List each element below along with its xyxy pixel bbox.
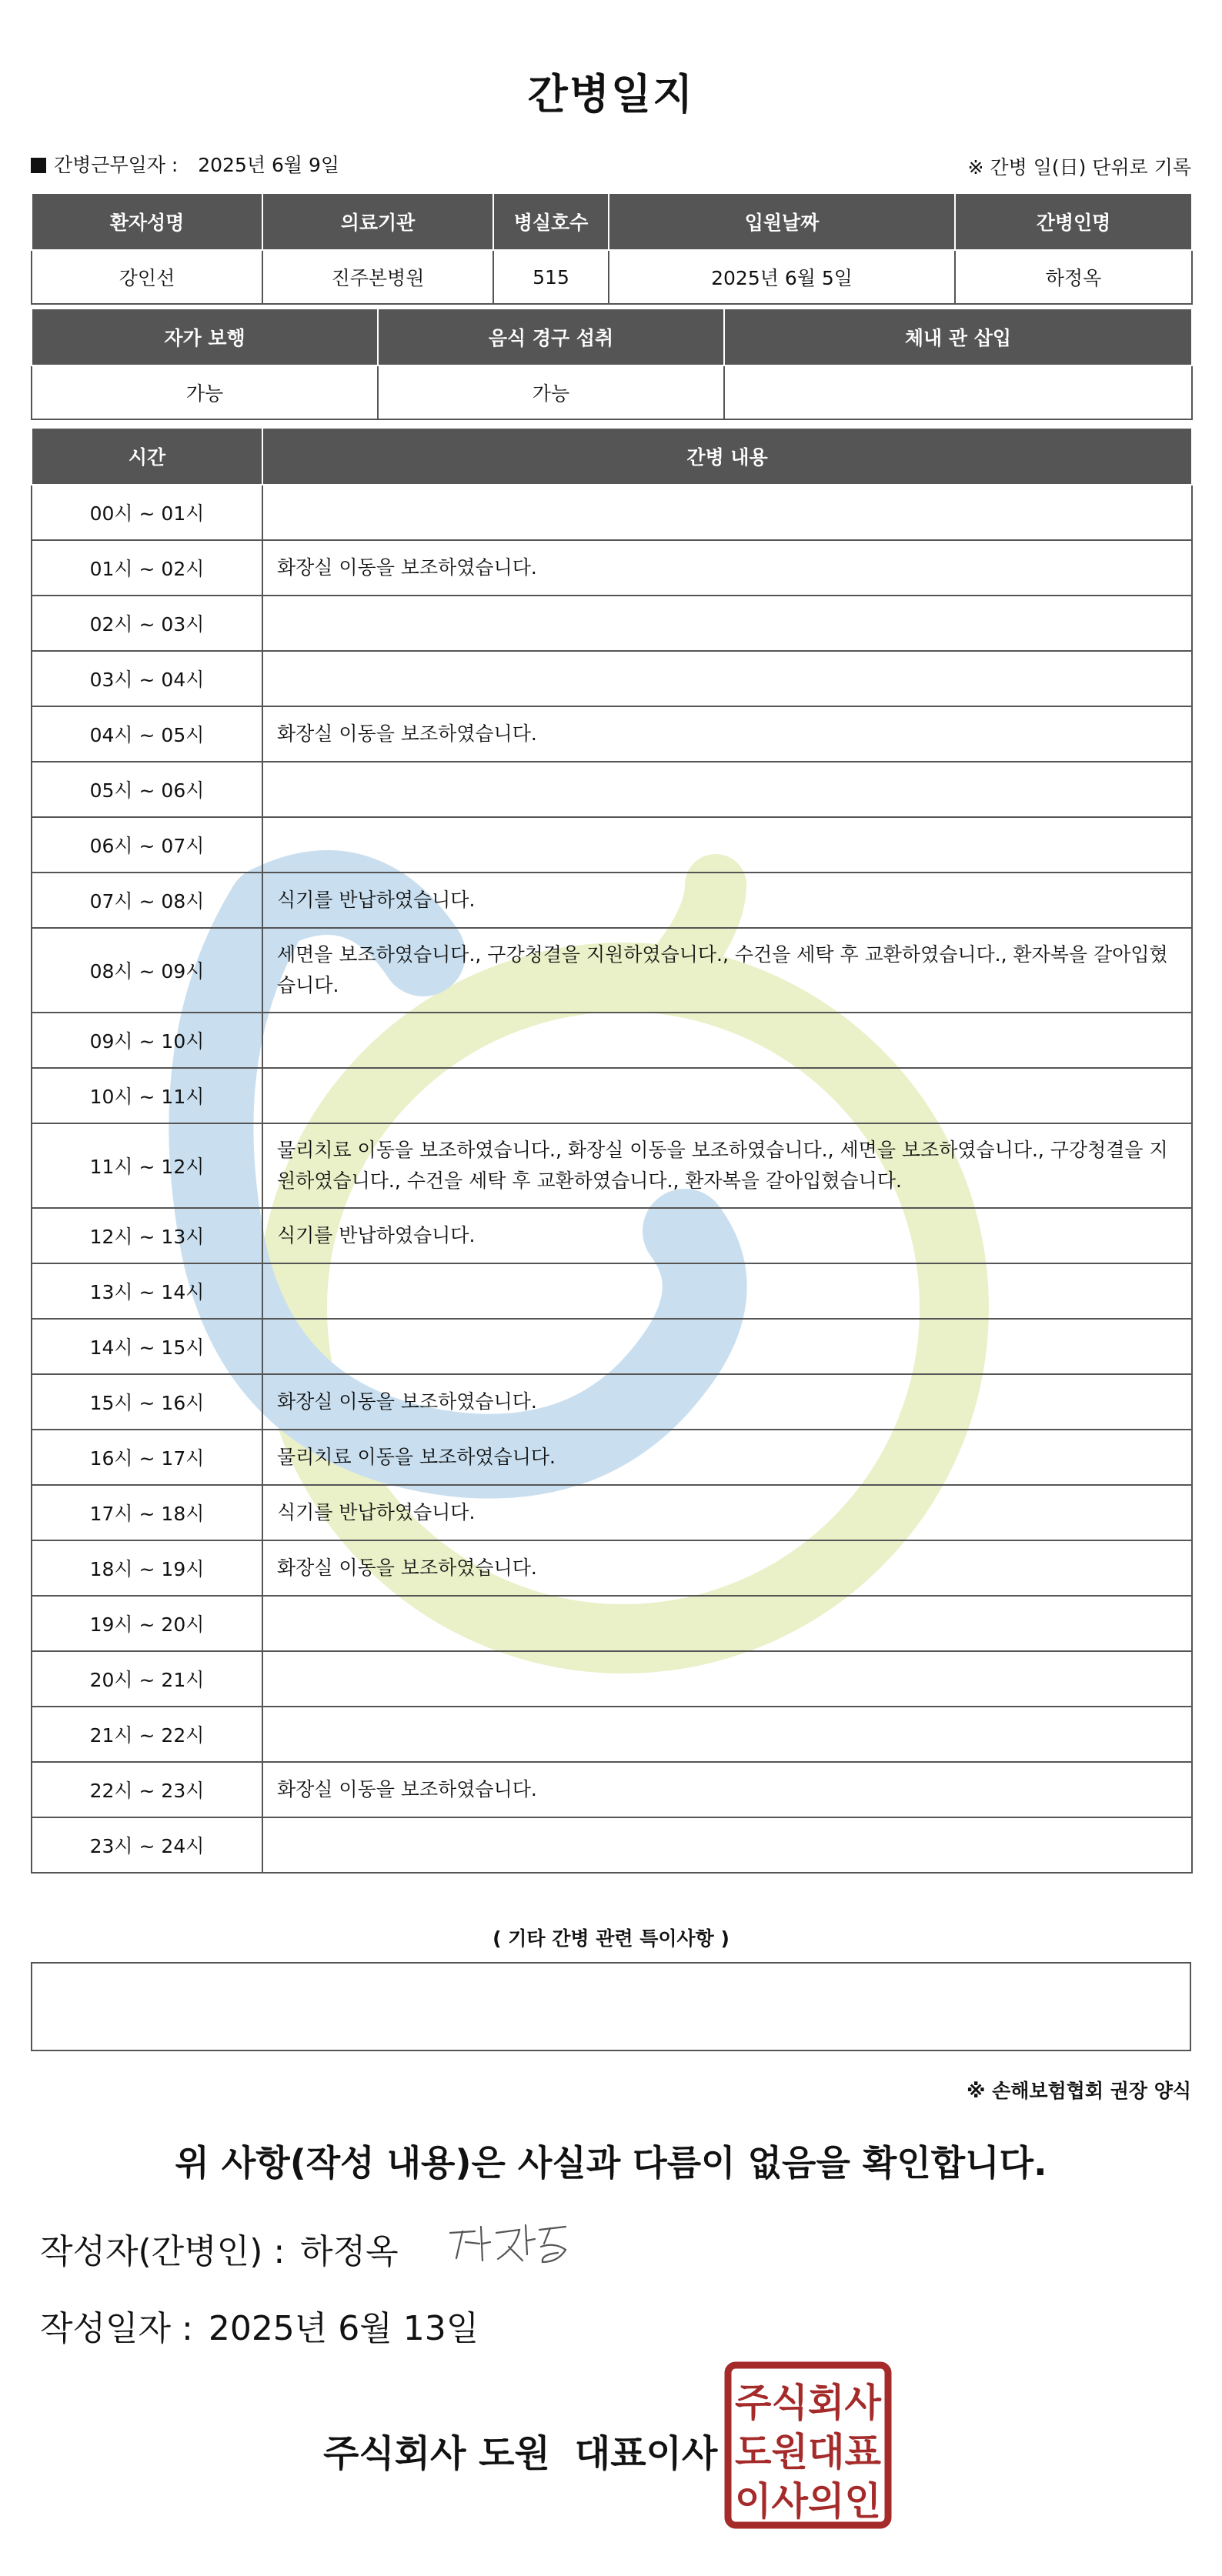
time-slot: 01시 ~ 02시 xyxy=(32,540,262,596)
table-row xyxy=(32,1123,1192,1208)
table-row xyxy=(32,596,1192,651)
table-row xyxy=(32,1817,1192,1873)
patient-condition-table xyxy=(31,308,1193,420)
care-note: 화장실 이동을 보조하였습니다. xyxy=(262,540,1192,596)
table-row xyxy=(32,1319,1192,1374)
header-room-number: 병실호수 xyxy=(493,193,609,250)
document-title: 간병일지 xyxy=(527,70,695,118)
table-row xyxy=(32,762,1192,817)
table-row xyxy=(32,1374,1192,1430)
table-row xyxy=(32,817,1192,873)
write-date-value: 2025년 6월 13일 xyxy=(208,2309,479,2348)
time-slot: 19시 ~ 20시 xyxy=(32,1596,262,1651)
company-representative: 대표이사 xyxy=(574,2432,718,2475)
time-slot: 23시 ~ 24시 xyxy=(32,1817,262,1873)
table-row xyxy=(32,485,1192,540)
time-slot: 06시 ~ 07시 xyxy=(32,817,262,873)
header-hospital: 의료기관 xyxy=(262,193,493,250)
record-unit-note: ※ 간병 일(日) 단위로 기록 xyxy=(967,156,1191,179)
care-note xyxy=(262,485,1192,540)
square-bullet-icon xyxy=(31,158,46,173)
time-slot: 04시 ~ 05시 xyxy=(32,706,262,762)
time-slot: 20시 ~ 21시 xyxy=(32,1651,262,1707)
header-caregiver-name: 간병인명 xyxy=(955,193,1192,250)
log-header-row xyxy=(32,428,1192,485)
write-date-label: 작성일자 : xyxy=(40,2309,193,2348)
work-date-label: 간병근무일자 xyxy=(54,154,165,176)
writer-label: 작성자(간병인) : xyxy=(40,2232,285,2271)
time-slot: 12시 ~ 13시 xyxy=(32,1208,262,1263)
time-slot: 21시 ~ 22시 xyxy=(32,1707,262,1762)
time-slot: 16시 ~ 17시 xyxy=(32,1430,262,1485)
table-row xyxy=(32,1263,1192,1319)
care-note xyxy=(262,1319,1192,1374)
admission-date-value: 2025년 6월 5일 xyxy=(609,250,955,304)
header-patient-name: 환자성명 xyxy=(32,193,262,250)
table-row xyxy=(32,1651,1192,1707)
tube-insertion-value xyxy=(724,365,1192,419)
header-admission-date: 입원날짜 xyxy=(609,193,955,250)
time-slot: 08시 ~ 09시 xyxy=(32,928,262,1013)
table-row xyxy=(32,1485,1192,1540)
writer-name: 하정옥 xyxy=(300,2232,399,2271)
care-note: 화장실 이동을 보조하였습니다. xyxy=(262,1540,1192,1596)
time-slot: 05시 ~ 06시 xyxy=(32,762,262,817)
time-slot: 09시 ~ 10시 xyxy=(32,1013,262,1068)
other-notes-box xyxy=(31,1962,1191,2051)
time-slot: 17시 ~ 18시 xyxy=(32,1485,262,1540)
care-note xyxy=(262,1707,1192,1762)
room-number-value: 515 xyxy=(493,250,609,304)
work-date-line xyxy=(31,150,339,178)
care-note: 물리치료 이동을 보조하였습니다. xyxy=(262,1430,1192,1485)
care-note xyxy=(262,817,1192,873)
writer-line xyxy=(40,2224,399,2273)
condition-value-row xyxy=(32,365,1192,419)
care-note: 식기를 반납하였습니다. xyxy=(262,873,1192,928)
table-row xyxy=(32,706,1192,762)
header-time: 시간 xyxy=(32,428,262,485)
care-note xyxy=(262,1068,1192,1123)
care-note xyxy=(262,1817,1192,1873)
work-date-separator: : xyxy=(171,154,179,176)
table-row xyxy=(32,651,1192,706)
care-note: 식기를 반납하였습니다. xyxy=(262,1208,1192,1263)
table-row xyxy=(32,1596,1192,1651)
table-row xyxy=(32,1430,1192,1485)
care-note xyxy=(262,762,1192,817)
care-note xyxy=(262,1263,1192,1319)
patient-header-row xyxy=(32,193,1192,250)
time-slot: 22시 ~ 23시 xyxy=(32,1762,262,1817)
time-slot: 03시 ~ 04시 xyxy=(32,651,262,706)
time-slot: 11시 ~ 12시 xyxy=(32,1123,262,1208)
time-slot: 13시 ~ 14시 xyxy=(32,1263,262,1319)
recommended-form-note: ※ 손해보험협회 권장 양식 xyxy=(967,2080,1191,2102)
condition-header-row xyxy=(32,309,1192,365)
care-note: 세면을 보조하였습니다., 구강청결을 지원하였습니다., 수건을 세탁 후 교환하였습니다., 환자복을 갈아입혔습니다. xyxy=(262,928,1192,1013)
table-row xyxy=(32,540,1192,596)
care-note xyxy=(262,1651,1192,1707)
hourly-care-log-table xyxy=(31,427,1193,1874)
work-date-value: 2025년 6월 9일 xyxy=(198,154,340,176)
table-row xyxy=(32,1707,1192,1762)
time-slot: 18시 ~ 19시 xyxy=(32,1540,262,1596)
table-row xyxy=(32,1540,1192,1596)
log-body xyxy=(32,485,1192,1873)
care-note xyxy=(262,1013,1192,1068)
care-note xyxy=(262,596,1192,651)
time-slot: 07시 ~ 08시 xyxy=(32,873,262,928)
confirmation-statement: 위 사항(작성 내용)은 사실과 다름이 없음을 확인합니다. xyxy=(175,2142,1047,2184)
company-name: 주식회사 도원 xyxy=(323,2432,550,2475)
table-row xyxy=(32,1068,1192,1123)
care-note: 물리치료 이동을 보조하였습니다., 화장실 이동을 보조하였습니다., 세면을 보조하였습니다., 구강청결을 지원하였습니다., 수건을 세탁 후 교환하였습니다., 환자복을 갈아입혔습니다. xyxy=(262,1123,1192,1208)
write-date-line xyxy=(40,2301,479,2350)
self-walking-value: 가능 xyxy=(32,365,378,419)
table-row xyxy=(32,1013,1192,1068)
time-slot: 10시 ~ 11시 xyxy=(32,1068,262,1123)
care-note: 화장실 이동을 보조하였습니다. xyxy=(262,706,1192,762)
caregiver-name-value: 하정옥 xyxy=(955,250,1192,304)
handwritten-signature xyxy=(442,2216,581,2270)
header-self-walking: 자가 보행 xyxy=(32,309,378,365)
header-care-content: 간병 내용 xyxy=(262,428,1192,485)
hospital-value: 진주본병원 xyxy=(262,250,493,304)
patient-info-table xyxy=(31,192,1193,305)
other-notes-title: ( 기타 간병 관련 특이사항 ) xyxy=(492,1927,730,1950)
time-slot: 15시 ~ 16시 xyxy=(32,1374,262,1430)
svg-text:이사의인: 이사의인 xyxy=(735,2479,881,2524)
table-row xyxy=(32,873,1192,928)
company-seal-stamp xyxy=(723,2361,893,2530)
svg-text:도원대표: 도원대표 xyxy=(735,2430,882,2474)
time-slot: 14시 ~ 15시 xyxy=(32,1319,262,1374)
header-tube-insertion: 체내 관 삽입 xyxy=(724,309,1192,365)
company-signature-line xyxy=(323,2424,717,2477)
care-note xyxy=(262,1596,1192,1651)
care-note: 화장실 이동을 보조하였습니다. xyxy=(262,1374,1192,1430)
table-row xyxy=(32,1208,1192,1263)
table-row xyxy=(32,1762,1192,1817)
time-slot: 02시 ~ 03시 xyxy=(32,596,262,651)
svg-text:주식회사: 주식회사 xyxy=(735,2381,882,2425)
patient-value-row xyxy=(32,250,1192,304)
care-note: 식기를 반납하였습니다. xyxy=(262,1485,1192,1540)
care-note: 화장실 이동을 보조하였습니다. xyxy=(262,1762,1192,1817)
patient-name-value: 강인선 xyxy=(32,250,262,304)
oral-intake-value: 가능 xyxy=(378,365,724,419)
header-oral-intake: 음식 경구 섭취 xyxy=(378,309,724,365)
time-slot: 00시 ~ 01시 xyxy=(32,485,262,540)
care-note xyxy=(262,651,1192,706)
table-row xyxy=(32,928,1192,1013)
